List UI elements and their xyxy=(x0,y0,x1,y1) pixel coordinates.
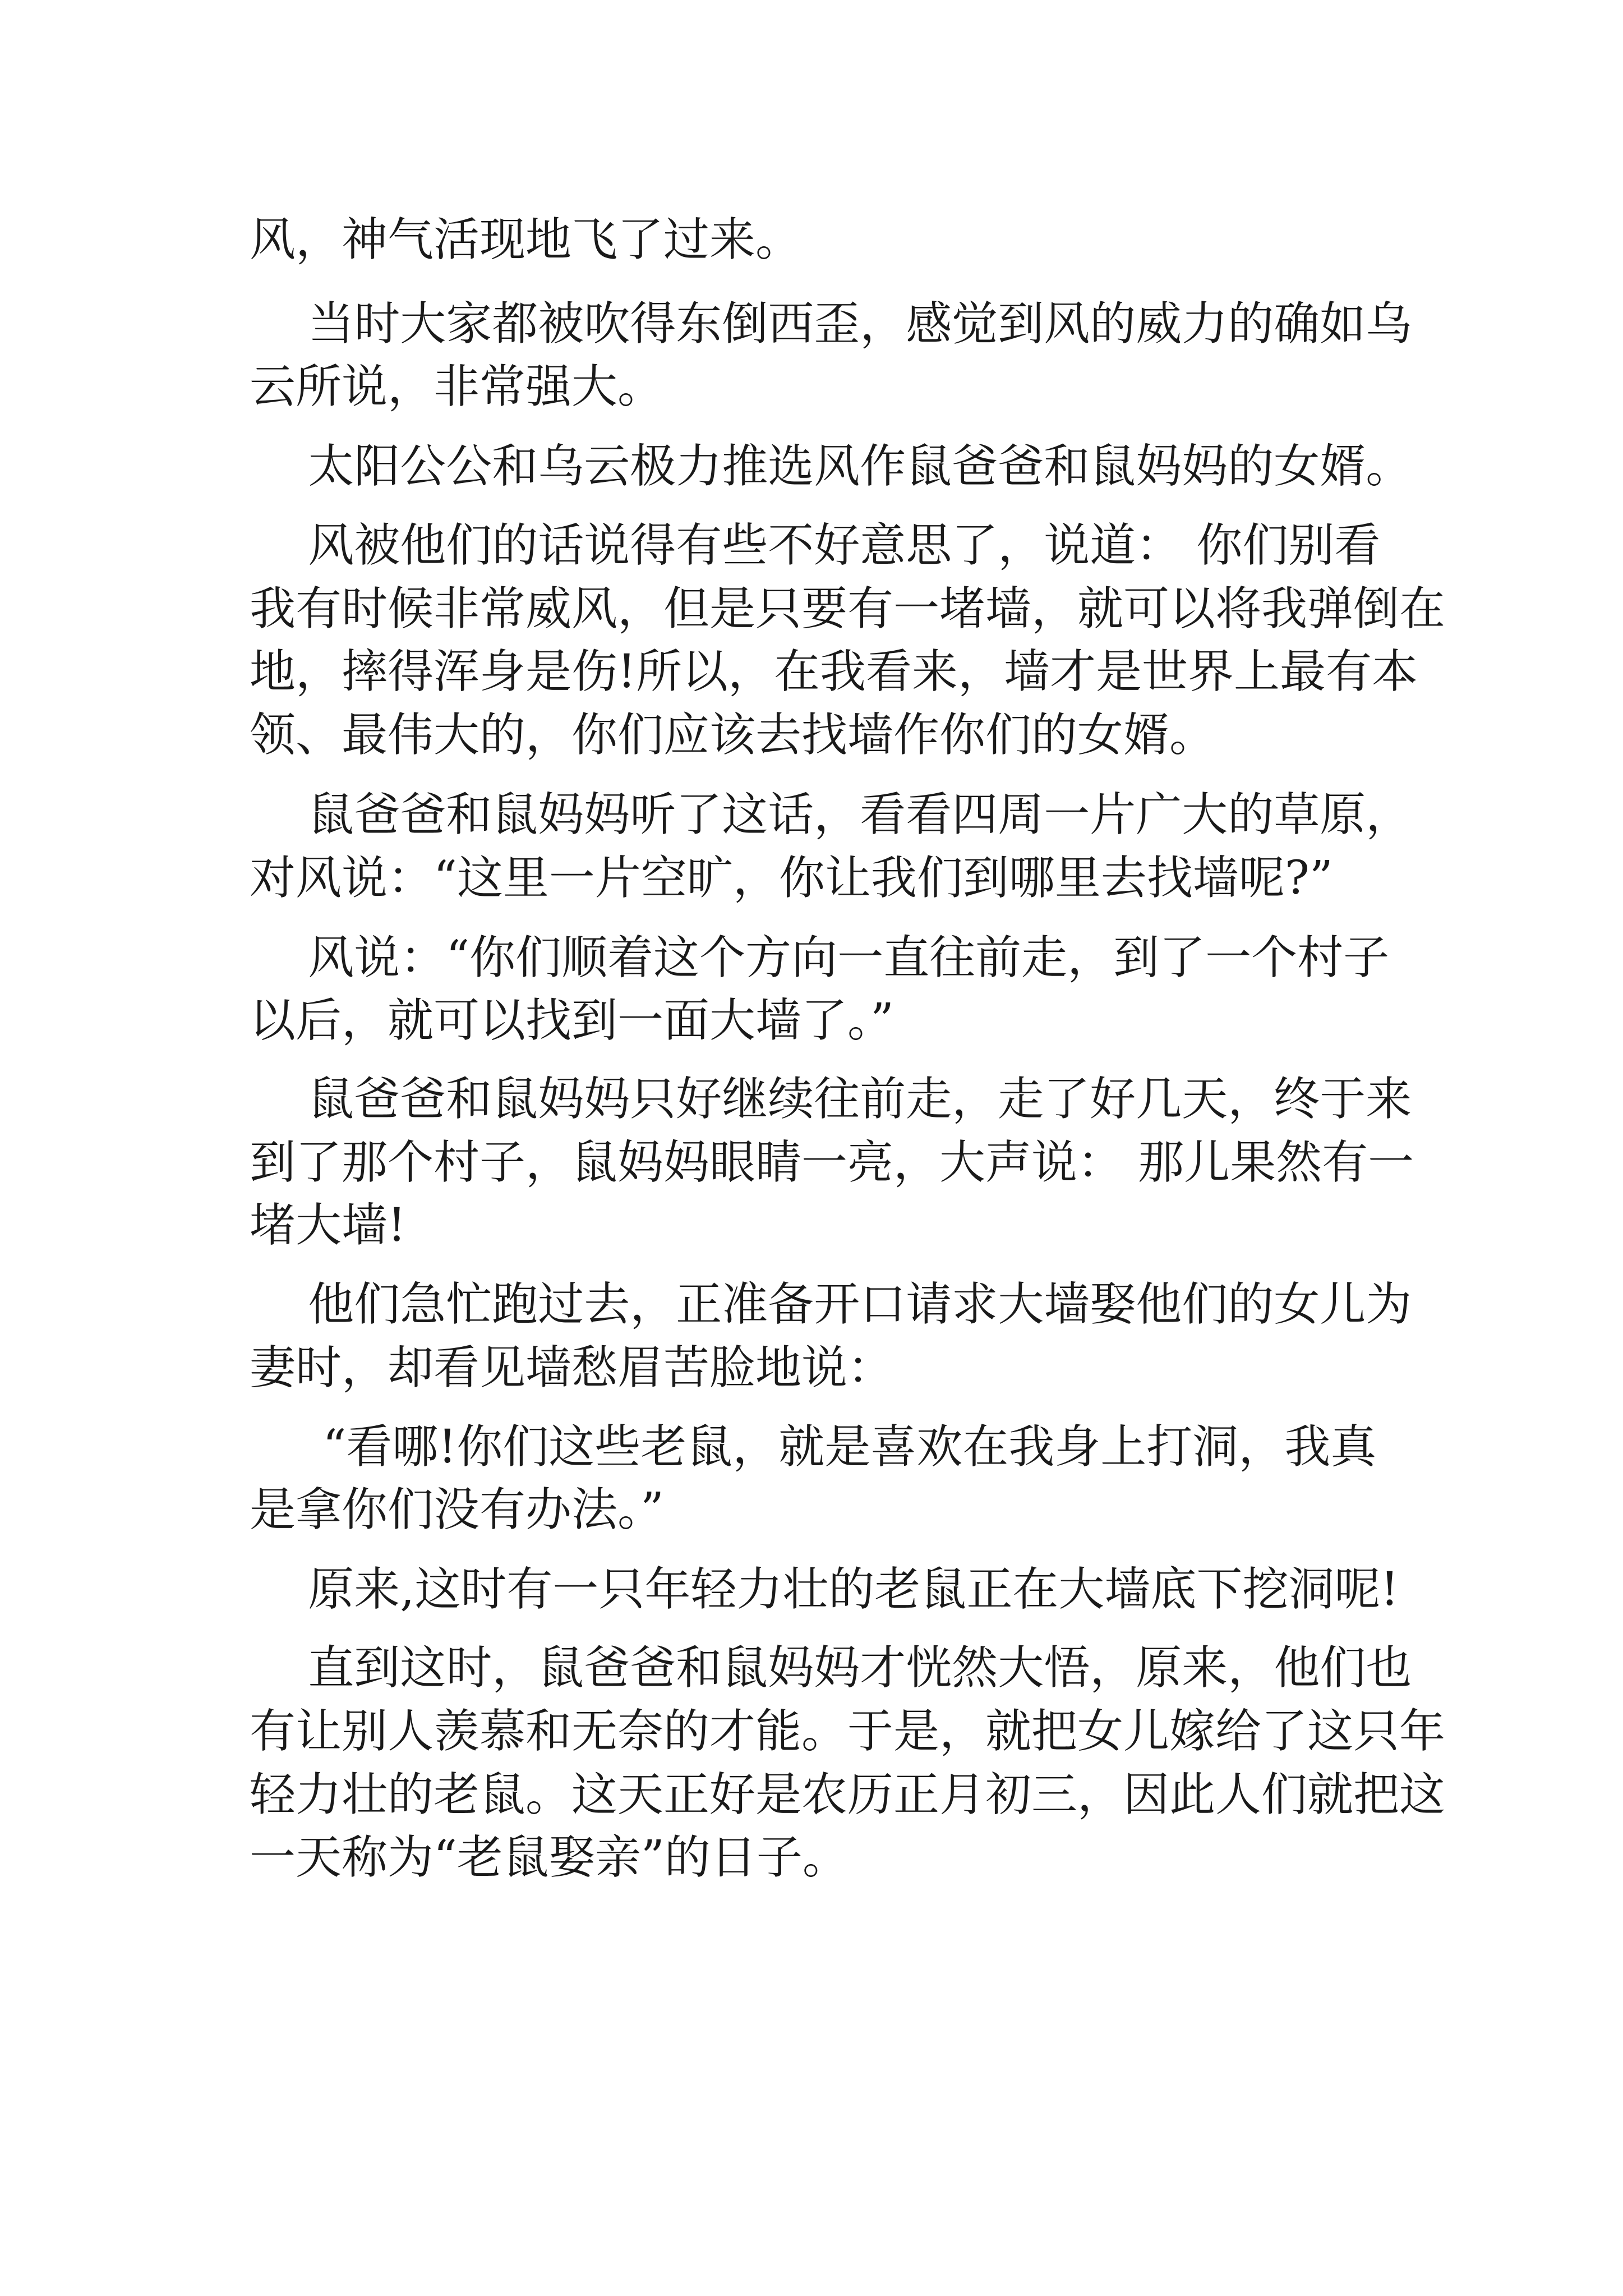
text-line: 鼠爸爸和鼠妈妈只好继续往前走，走了好几天，终于来 xyxy=(250,1073,1412,1126)
text-line: 轻力壮的老鼠。这天正好是农历正月初三，因此人们就把这 xyxy=(250,1768,1446,1821)
text-line: 鼠爸爸和鼠妈妈听了这话，看看四周一片广大的草原， xyxy=(250,788,1412,841)
text-line: 妻时，却看见墙愁眉苦脸地说： xyxy=(250,1341,894,1395)
text-line: 原来,这时有一只年轻力壮的老鼠正在大墙底下挖洞呢! xyxy=(250,1563,1399,1616)
text-line: 到了那个村子，鼠妈妈眼睛一亮，大声说： 那儿果然有一 xyxy=(250,1136,1414,1189)
text-line: 风被他们的话说得有些不好意思了，说道： 你们别看 xyxy=(250,519,1381,572)
text-line: 领、最伟大的，你们应该去找墙作你们的女婿。 xyxy=(250,708,1216,762)
text-line: 有让别人羡慕和无奈的才能。于是，就把女儿嫁给了这只年 xyxy=(250,1705,1446,1758)
text-line: 堵大墙! xyxy=(250,1199,406,1252)
text-line: 以后，就可以找到一面大墙了。” xyxy=(250,994,894,1047)
text-line: 我有时候非常威风，但是只要有一堵墙，就可以将我弹倒在 xyxy=(250,582,1446,636)
text-line: 太阳公公和乌云极力推选风作鼠爸爸和鼠妈妈的女婿。 xyxy=(250,440,1412,493)
text-line: 对风说：“这里一片空旷，你让我们到哪里去找墙呢?” xyxy=(250,852,1333,905)
text-line: 风，神气活现地飞了过来。 xyxy=(250,213,802,266)
text-line: 当时大家都被吹得东倒西歪，感觉到风的威力的确如乌 xyxy=(250,297,1412,351)
text-line: 一天称为“老鼠娶亲”的日子。 xyxy=(250,1831,849,1884)
text-line: “看哪!你们这些老鼠，就是喜欢在我身上打洞，我真 xyxy=(250,1420,1377,1474)
text-line: 风说：“你们顺着这个方向一直往前走，到了一个村子 xyxy=(250,931,1390,984)
text-line: 云所说，非常强大。 xyxy=(250,360,664,413)
text-line: 直到这时，鼠爸爸和鼠妈妈才恍然大悟，原来，他们也 xyxy=(250,1641,1412,1695)
text-line: 是拿你们没有办法。” xyxy=(250,1483,664,1536)
text-line: 地，摔得浑身是伤!所以，在我看来，墙才是世界上最有本 xyxy=(250,645,1418,698)
text-line: 他们急忙跑过去，正准备开口请求大墙娶他们的女儿为 xyxy=(250,1278,1412,1331)
